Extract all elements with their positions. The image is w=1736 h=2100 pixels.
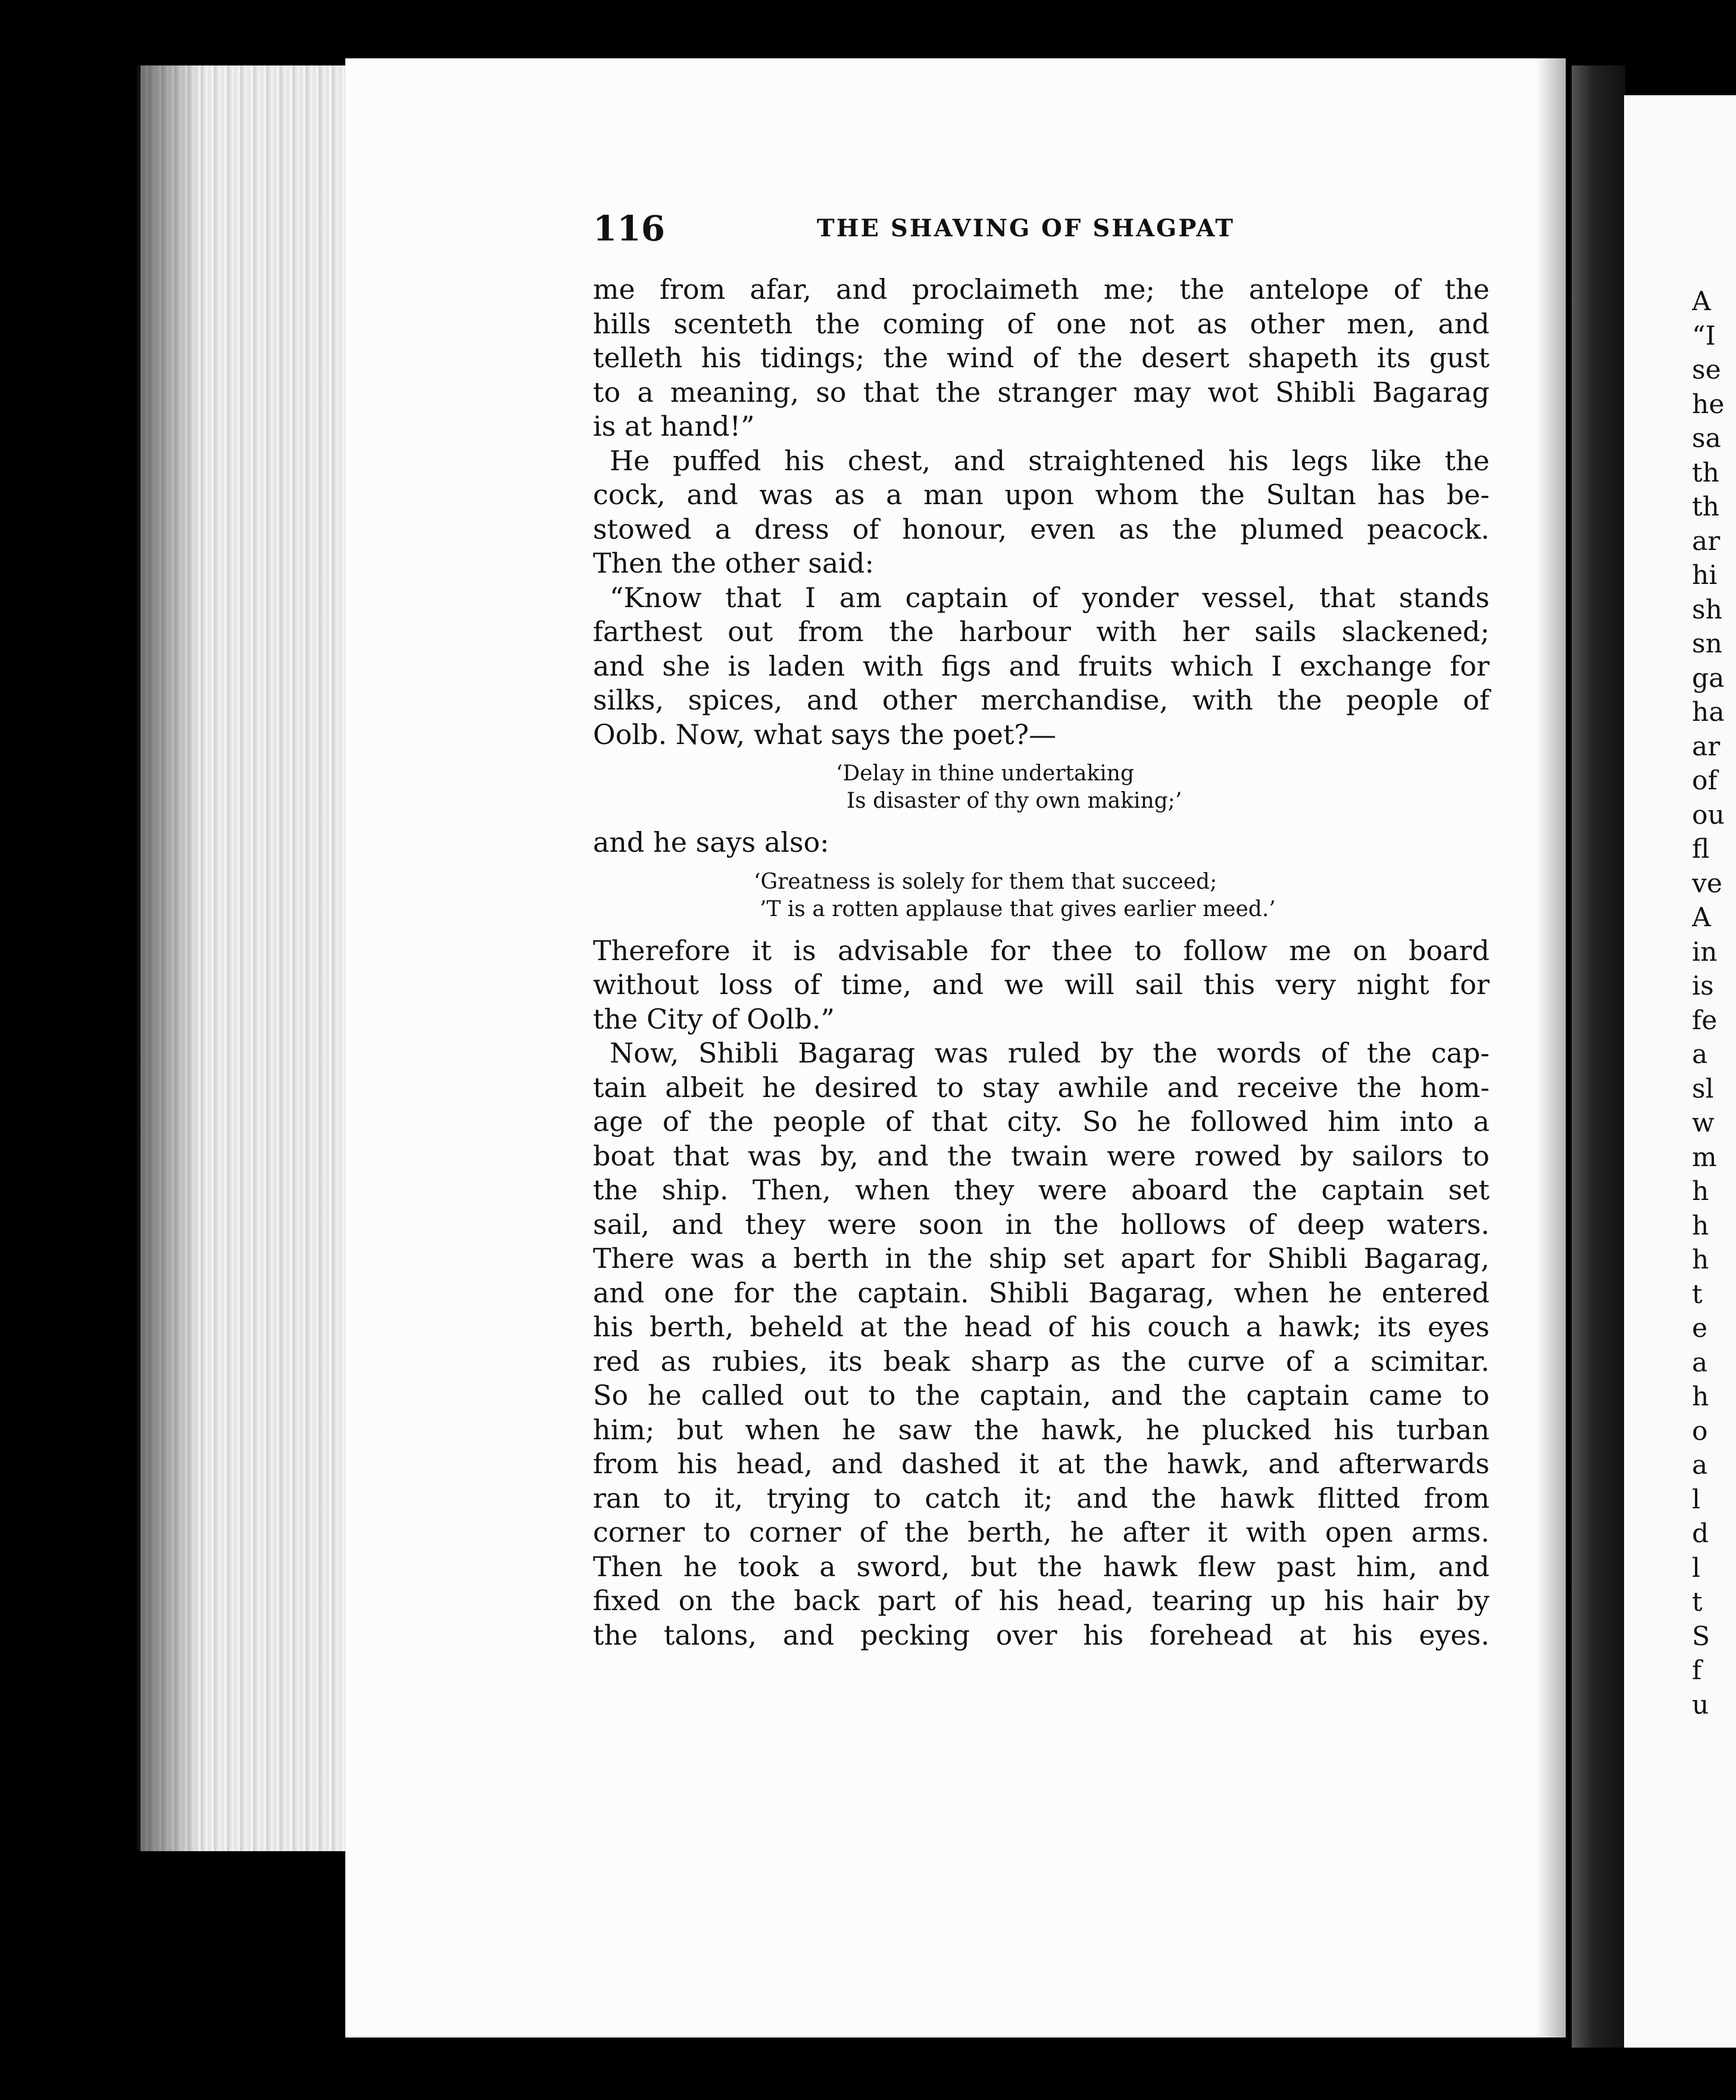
facing-page-fragment: e <box>1692 1313 1708 1343</box>
text-line: So he called out to the captain, and the captain came to <box>593 1379 1490 1411</box>
facing-page-fragment: A <box>1692 286 1711 317</box>
facing-page-fragment: “I <box>1692 320 1716 351</box>
facing-page-fragment: sl <box>1692 1073 1714 1104</box>
facing-page-fragment: h <box>1692 1210 1709 1241</box>
facing-page-fragment: l <box>1692 1552 1701 1583</box>
facing-page-fragment: t <box>1692 1587 1703 1617</box>
text-line: There was a berth in the ship set apart for Shibli Bagarag, <box>593 1242 1490 1274</box>
text-line: Then he took a sword, but the hawk flew past him, and <box>593 1550 1490 1583</box>
text-line: and he says also: <box>593 826 829 858</box>
facing-page-fragment: a <box>1692 1039 1708 1070</box>
facing-page-fragment: ou <box>1692 799 1725 830</box>
facing-page-fragment: a <box>1692 1347 1708 1378</box>
text-line: and she is laden with figs and fruits which I exchange for <box>593 649 1490 682</box>
text-line: the ship. Then, when they were aboard the captain set <box>593 1174 1490 1206</box>
facing-page-fragment: fl <box>1692 834 1710 864</box>
text-line: tain albeit he desired to stay awhile and receive the hom- <box>593 1071 1490 1104</box>
text-line: red as rubies, its beak sharp as the curve of a scimitar. <box>593 1345 1490 1377</box>
running-head: THE SHAVING OF SHAGPAT <box>817 214 1235 242</box>
text-line: me from afar, and proclaimeth me; the antelope of the <box>593 273 1490 305</box>
spacer <box>593 860 1490 868</box>
facing-page-fragment: ar <box>1692 526 1721 557</box>
facing-page-fragment: sa <box>1692 423 1721 454</box>
facing-page-fragment: o <box>1692 1415 1708 1446</box>
facing-page-fragment: A <box>1692 902 1711 933</box>
body-text <box>593 273 1490 1652</box>
facing-page-fragment: ha <box>1692 697 1725 727</box>
text-line: corner to corner of the berth, he after it with open arms. <box>593 1516 1490 1548</box>
facing-page-fragment: h <box>1692 1176 1709 1207</box>
text-line: the City of Oolb.” <box>593 1002 835 1035</box>
text-line: and one for the captain. Shibli Bagarag, when he entered <box>593 1276 1490 1309</box>
text-line: hills scenteth the coming of one not as other men, and <box>593 307 1490 340</box>
page-gutter-shadow <box>1536 58 1572 2038</box>
verse-line: ‘Greatness is solely for them that succeed; <box>754 869 1217 894</box>
spacer <box>593 815 1490 826</box>
book-gutter <box>1572 65 1625 2048</box>
facing-page-fragment: he <box>1692 389 1725 420</box>
spacer <box>593 752 1490 760</box>
text-line: fixed on the back part of his head, tearing up his hair by <box>593 1585 1490 1617</box>
text-line: ran to it, trying to catch it; and the hawk flitted from <box>593 1482 1490 1514</box>
facing-page-text-fragments <box>1692 285 1736 1722</box>
facing-page-fragment: h <box>1692 1245 1709 1275</box>
page-header <box>593 208 1490 250</box>
text-line: him; but when he saw the hawk, he plucked his turban <box>593 1413 1490 1446</box>
text-line: Oolb. Now, what says the poet?— <box>593 718 1057 751</box>
text-line: cock, and was as a man upon whom the Sultan has be- <box>593 479 1490 511</box>
text-line: boat that was by, and the twain were rowed by sailors to <box>593 1139 1490 1172</box>
facing-page-fragment: sh <box>1692 594 1722 625</box>
facing-page-fragment: d <box>1692 1518 1709 1549</box>
facing-page-fragment: sn <box>1692 629 1722 659</box>
text-line: age of the people of that city. So he followed him into a <box>593 1105 1490 1138</box>
facing-page-fragment: f <box>1692 1655 1702 1686</box>
text-line: Now, Shibli Bagarag was ruled by the words of the cap- <box>610 1037 1490 1069</box>
facing-page-fragment: m <box>1692 1142 1717 1173</box>
facing-page-fragment: th <box>1692 492 1720 522</box>
facing-page-fragment: in <box>1692 936 1718 967</box>
facing-page-fragment: fe <box>1692 1005 1718 1036</box>
facing-page-fragment: l <box>1692 1484 1701 1515</box>
text-line: telleth his tidings; the wind of the desert shapeth its gust <box>593 342 1490 374</box>
text-line: his berth, beheld at the head of his couch a hawk; its eyes <box>593 1311 1490 1343</box>
facing-page-fragment: h <box>1692 1382 1709 1412</box>
text-line: stowed a dress of honour, even as the plumed peacock. <box>593 512 1490 545</box>
text-line: sail, and they were soon in the hollows of deep waters. <box>593 1208 1490 1240</box>
text-line: Then the other said: <box>593 547 875 579</box>
spacer <box>593 923 1490 934</box>
text-line: the talons, and pecking over his forehead at his eyes. <box>593 1618 1490 1651</box>
facing-page-fragment: hi <box>1692 560 1718 590</box>
facing-page-fragment: ar <box>1692 731 1721 762</box>
verse-line: Is disaster of thy own making;’ <box>847 789 1182 813</box>
facing-page-fragment: w <box>1692 1108 1715 1138</box>
facing-page-fragment: ve <box>1692 868 1722 899</box>
text-line: He puffed his chest, and straightened his legs like the <box>610 444 1490 477</box>
facing-page-fragment: t <box>1692 1279 1703 1310</box>
text-line: silks, spices, and other merchandise, with the people of <box>593 684 1490 716</box>
facing-page-fragment: se <box>1692 355 1721 385</box>
fore-edge-shadow <box>137 65 202 1851</box>
text-line: farthest out from the harbour with her sails slackened; <box>593 615 1490 648</box>
text-line: without loss of time, and we will sail this very night for <box>593 968 1490 1001</box>
facing-page-fragment: of <box>1692 765 1718 796</box>
text-line: to a meaning, so that the stranger may wot Shibli Bagarag <box>593 376 1490 408</box>
facing-page-fragment: a <box>1692 1450 1708 1480</box>
facing-page-fragment: th <box>1692 457 1720 488</box>
text-line: is at hand!” <box>593 410 755 442</box>
facing-page-fragment: ga <box>1692 662 1725 693</box>
text-line: from his head, and dashed it at the hawk, and afterwards <box>593 1448 1490 1480</box>
text-line: “Know that I am captain of yonder vessel, that stands <box>610 581 1490 614</box>
verse-line: ’T is a rotten applause that gives earlier meed.’ <box>760 896 1276 921</box>
facing-page-fragment: u <box>1692 1689 1709 1720</box>
page-number: 116 <box>593 208 666 249</box>
facing-page-fragment: is <box>1692 971 1714 1001</box>
facing-page-fragment: S <box>1692 1621 1710 1652</box>
verse-line: ‘Delay in thine undertaking <box>836 761 1135 786</box>
text-line: Therefore it is advisable for thee to follow me on board <box>593 934 1490 967</box>
